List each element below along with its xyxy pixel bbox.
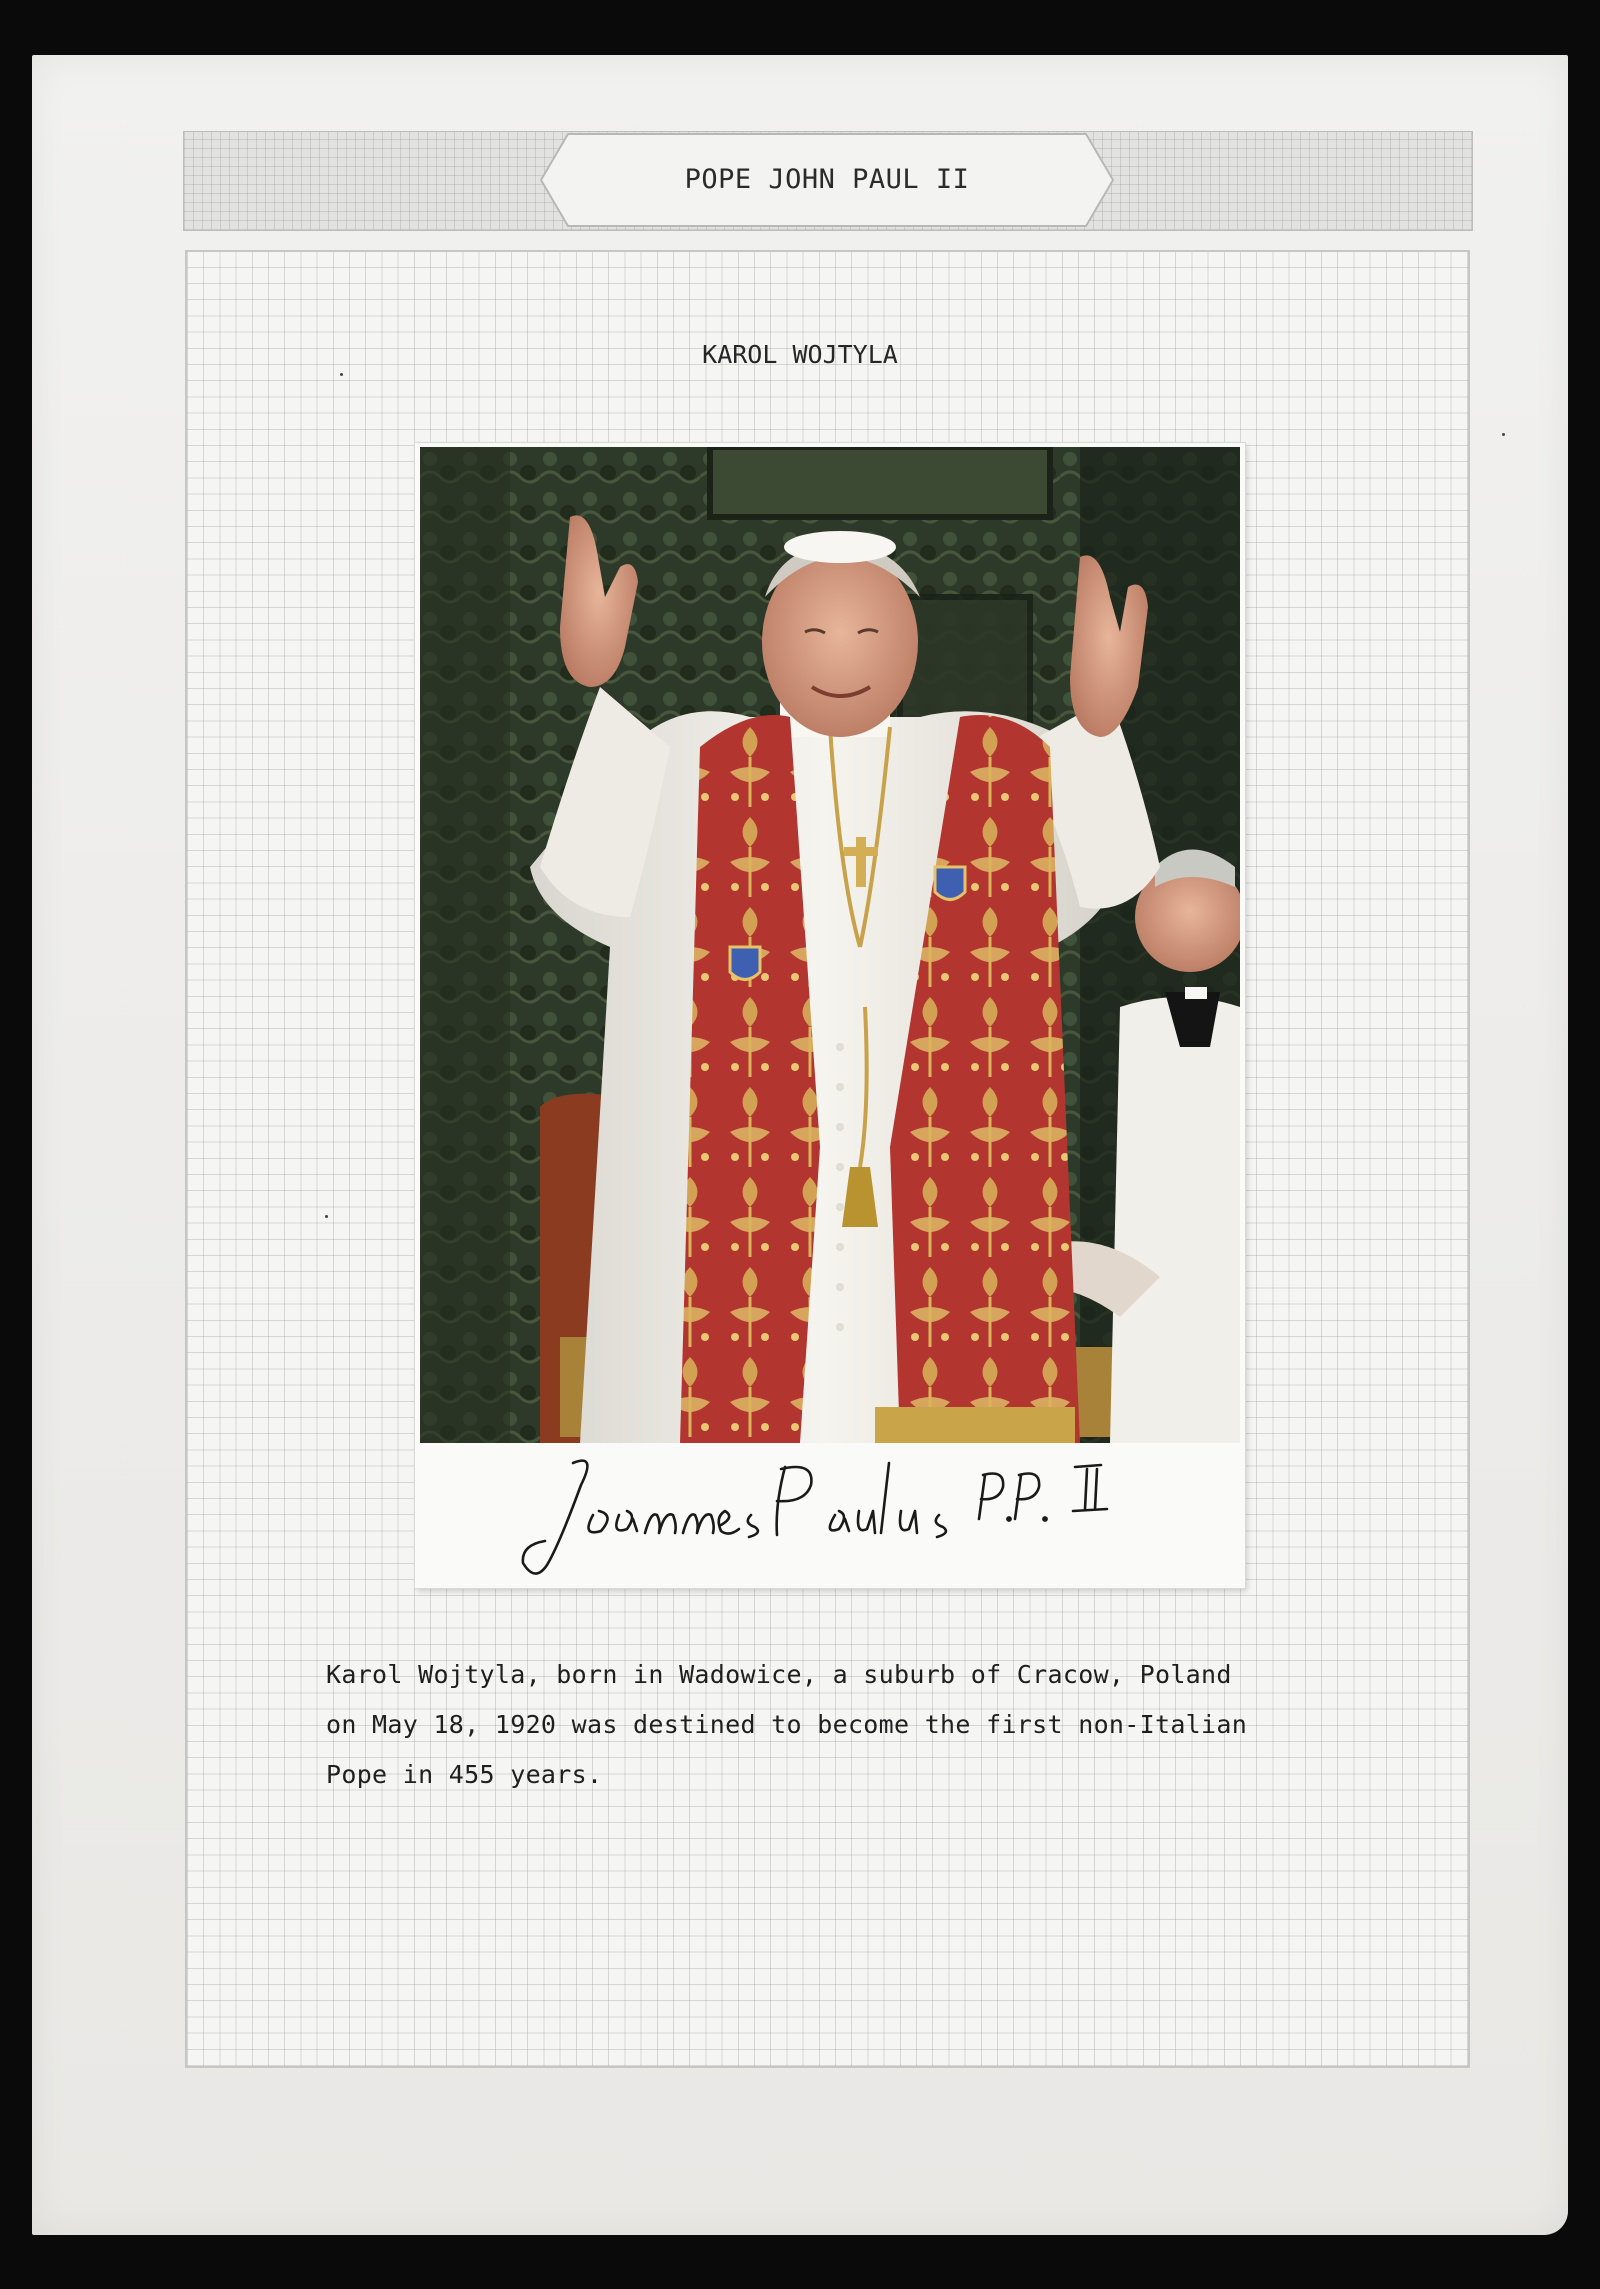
pope-waving-photo — [420, 447, 1240, 1443]
signed-photo-card — [415, 443, 1245, 1588]
caption-line: Pope in 455 years. — [326, 1760, 603, 1789]
caption-line: on May 18, 1920 was destined to become the first non-Italian — [326, 1710, 1248, 1739]
paper-speck — [1502, 433, 1505, 436]
paper-speck — [340, 373, 343, 376]
caption-text — [326, 1650, 1346, 1800]
paper-speck — [325, 1215, 328, 1218]
subtitle: KAROL WOJTYLA — [702, 340, 898, 369]
page-title: POPE JOHN PAUL II — [684, 164, 970, 195]
pope-signature — [515, 1445, 1215, 1585]
caption-line: Karol Wojtyla, born in Wadowice, a suburb of Cracow, Poland — [326, 1660, 1232, 1689]
